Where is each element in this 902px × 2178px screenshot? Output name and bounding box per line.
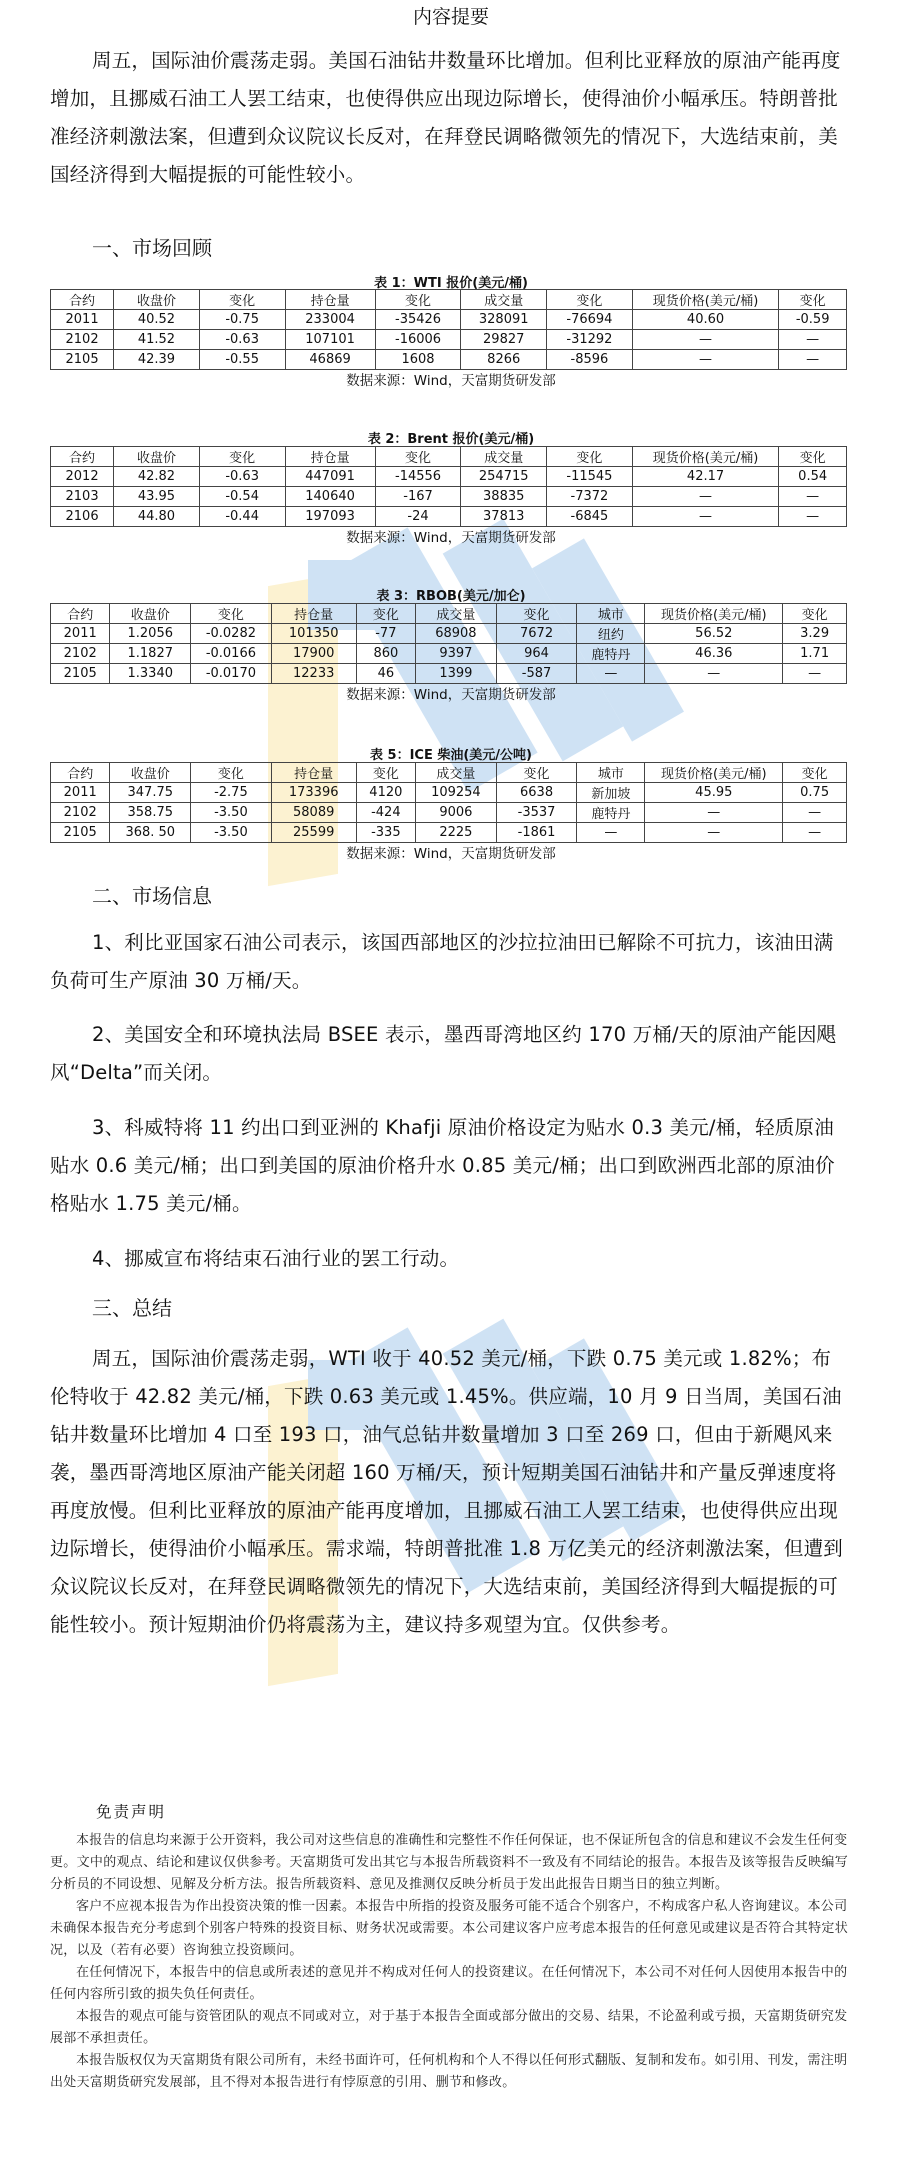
table-cell: 109254 [416,783,497,803]
table-cell: 8266 [461,350,547,370]
section-heading-review: 一、市场回顾 [92,236,212,260]
table-header-cell: 变化 [191,604,272,624]
news-item-1 [50,924,850,1000]
table-cell: -0.54 [199,487,285,507]
table3-caption: 表 3：RBOB(美元/加仑) [376,589,526,604]
table-cell: -7372 [547,487,633,507]
table-header-cell: 变化 [783,604,847,624]
table-cell: 新加坡 [577,783,645,803]
table-header-row [51,604,847,624]
table-header-cell: 合约 [51,290,114,310]
disclaimer-para: 在任何情况下，本报告中的信息或所表述的意见并不构成对任何人的投资建议。在任何情况下，本公司不对任何人因使用本报告中的任何内容所引致的损失负任何责任。 [50,1965,848,2002]
disclaimer-para: 本报告的观点可能与资管团队的观点不同或对立，对于基于本报告全面或部分做出的交易、结果，不论盈利或亏损，天富期货研究发展部不承担责任。 [50,2009,848,2046]
table-cell: 40.52 [114,310,200,330]
table-cell: 447091 [285,467,375,487]
table-cell: -1861 [496,823,577,843]
brent-table [50,446,847,527]
table-header-cell: 变化 [547,447,633,467]
news-text: 2、美国安全和环境执法局 BSEE 表示，墨西哥湾地区约 170 万桶/天的原油产能因飓风“Delta”而关闭。 [50,1023,837,1084]
news-item-4 [50,1240,850,1278]
section-heading-info: 二、市场信息 [92,884,212,908]
summary-text: 周五，国际油价震荡走弱。美国石油钻井数量环比增加。但利比亚释放的原油产能再度增加，且挪威石油工人罢工结束，也使得供应出现边际增长，使得油价小幅承压。特朗普批准经济刺激法案，但遭到众议院议长反对，在拜登民调略微领先的情况下，大选结束前，美国经济得到大幅提振的可能性较小。 [50,49,841,186]
table-header-cell: 变化 [496,604,577,624]
table-cell: — [632,330,779,350]
news-item-3 [50,1109,850,1223]
table-cell: 2225 [416,823,497,843]
table-cell: 42.82 [114,467,200,487]
table-cell: 42.39 [114,350,200,370]
news-text: 1、利比亚国家石油公司表示，该国西部地区的沙拉拉油田已解除不可抗力，该油田满负荷可生产原油 30 万桶/天。 [50,931,834,992]
table-cell: 101350 [271,624,356,644]
table-cell: 17900 [271,644,356,664]
table-cell: — [783,803,847,823]
table-cell: -6845 [547,507,633,527]
table-cell: — [645,823,783,843]
table-cell: 3.29 [783,624,847,644]
table-cell: 46.36 [645,644,783,664]
table-cell: -76694 [547,310,633,330]
table-cell: -3.50 [191,823,272,843]
news-text: 3、科威特将 11 约出口到亚洲的 Khafji 原油价格设定为贴水 0.3 美元/桶，轻质原油贴水 0.6 美元/桶；出口到美国的原油价格升水 0.85 美元/桶；出口到欧洲西北部的原油价格贴水 1.75 美元/桶。 [50,1116,835,1215]
table-cell: -0.63 [199,467,285,487]
table-header-cell: 合约 [51,604,110,624]
table-cell: -8596 [547,350,633,370]
table-row [51,644,847,664]
table-cell: — [632,350,779,370]
table-header-cell: 合约 [51,447,114,467]
table5-caption: 表 5：ICE 柴油(美元/公吨) [370,748,532,763]
table-cell: — [779,330,847,350]
table-cell: 0.75 [783,783,847,803]
table-cell: 2105 [51,350,114,370]
table2-source: 数据来源：Wind，天富期货研发部 [346,530,556,546]
table-cell: 45.95 [645,783,783,803]
conclusion-paragraph [50,1340,850,1644]
table-cell: 2012 [51,467,114,487]
table-cell: 9397 [416,644,497,664]
table-header-cell: 成交量 [461,447,547,467]
table-cell: 254715 [461,467,547,487]
table-cell: -35426 [375,310,461,330]
table-cell: -3.50 [191,803,272,823]
table-header-cell: 持仓量 [271,763,356,783]
table2-caption: 表 2：Brent 报价(美元/桶) [367,432,535,447]
table-cell: 46869 [285,350,375,370]
table-cell: 860 [356,644,415,664]
table-cell: -0.0166 [191,644,272,664]
table-cell: 368. 50 [110,823,191,843]
table-cell: 1.3340 [110,664,191,684]
table-cell: 2011 [51,624,110,644]
table-row [51,664,847,684]
table5-source: 数据来源：Wind，天富期货研发部 [346,846,556,862]
table-cell: 58089 [271,803,356,823]
table-cell: 7672 [496,624,577,644]
table-cell: 43.95 [114,487,200,507]
table-cell: 173396 [271,783,356,803]
disclaimer-title: 免责声明 [96,1803,167,1821]
table-header-cell: 现货价格(美元/桶) [645,763,783,783]
table-header-cell: 持仓量 [271,604,356,624]
table-cell: 1608 [375,350,461,370]
disclaimer-para: 本报告版权仅为天富期货有限公司所有，未经书面许可，任何机构和个人不得以任何形式翻版、复制和发布。如引用、刊发，需注明出处天富期货研究发展部，且不得对本报告进行有悖原意的引用、删节和修改。 [50,2053,848,2090]
table-cell: 358.75 [110,803,191,823]
table-cell: -77 [356,624,415,644]
table-cell: 328091 [461,310,547,330]
table-header-row [51,763,847,783]
table-cell: -0.0170 [191,664,272,684]
table-cell: 41.52 [114,330,200,350]
table-cell: 1.2056 [110,624,191,644]
table-header-cell: 城市 [577,604,645,624]
table-header-cell: 成交量 [416,604,497,624]
table-cell: 140640 [285,487,375,507]
table-row [51,507,847,527]
table-cell: — [783,664,847,684]
table-cell: -11545 [547,467,633,487]
table-cell: 44.80 [114,507,200,527]
table-cell: 347.75 [110,783,191,803]
table-cell: -167 [375,487,461,507]
table-cell: 9006 [416,803,497,823]
table3-source: 数据来源：Wind，天富期货研发部 [346,687,556,703]
table-header-cell: 现货价格(美元/桶) [632,290,779,310]
news-item-2 [50,1016,850,1092]
table-cell: 56.52 [645,624,783,644]
table-cell: — [779,507,847,527]
table-cell: -0.44 [199,507,285,527]
table-cell: — [645,803,783,823]
table-header-cell: 变化 [547,290,633,310]
table-cell: 2105 [51,823,110,843]
table-row [51,624,847,644]
table-cell: 2102 [51,330,114,350]
table-row [51,803,847,823]
table-cell: 1399 [416,664,497,684]
table-cell: -2.75 [191,783,272,803]
table-cell: 68908 [416,624,497,644]
table-header-cell: 持仓量 [285,447,375,467]
table-cell: — [645,664,783,684]
table-cell: 37813 [461,507,547,527]
table-cell: 12233 [271,664,356,684]
table-cell: 1.1827 [110,644,191,664]
table-header-row [51,447,847,467]
disclaimer-para: 本报告的信息均来源于公开资料，我公司对这些信息的准确性和完整性不作任何保证，也不保证所包含的信息和建议不会发生任何变更。文中的观点、结论和建议仅供参考。天富期货可发出其它与本报告所载资料不一致及有不同结论的报告。本报告及该等报告反映编写分析员的不同设想、见解及分析方法。报告所载资料、意见及推测仅反映分析员于发出此报告日期当日的独立判断。 [50,1833,849,1892]
table-cell: — [779,350,847,370]
table-cell: 纽约 [577,624,645,644]
table-row [51,467,847,487]
table-header-cell: 变化 [356,763,415,783]
table-cell: 0.54 [779,467,847,487]
table-header-cell: 变化 [199,447,285,467]
table-header-cell: 城市 [577,763,645,783]
table-cell: — [783,823,847,843]
table-row [51,310,847,330]
table-header-cell: 成交量 [416,763,497,783]
table-cell: 29827 [461,330,547,350]
table-header-cell: 变化 [191,763,272,783]
table-row [51,783,847,803]
table-cell: — [577,823,645,843]
table-cell: -0.59 [779,310,847,330]
table-cell: -3537 [496,803,577,823]
summary-paragraph [50,42,850,194]
table-cell: -0.75 [199,310,285,330]
table-row [51,487,847,507]
rbob-table [50,603,847,684]
table-row [51,330,847,350]
table-header-cell: 变化 [779,447,847,467]
table1-caption: 表 1：WTI 报价(美元/桶) [374,276,528,291]
table-header-cell: 现货价格(美元/桶) [632,447,779,467]
table-header-row [51,290,847,310]
table-cell: -24 [375,507,461,527]
table-header-cell: 现货价格(美元/桶) [645,604,783,624]
table-header-cell: 成交量 [461,290,547,310]
ice-gasoil-table [50,762,847,843]
table-header-cell: 变化 [375,290,461,310]
table-header-cell: 持仓量 [285,290,375,310]
table-header-cell: 收盘价 [110,604,191,624]
table-cell: 鹿特丹 [577,644,645,664]
table-header-cell: 变化 [375,447,461,467]
table-cell: — [632,487,779,507]
table-cell: -335 [356,823,415,843]
table-cell: 2106 [51,507,114,527]
table-cell: -31292 [547,330,633,350]
table-cell: -424 [356,803,415,823]
table-header-cell: 收盘价 [114,290,200,310]
table-cell: -14556 [375,467,461,487]
table-cell: -0.55 [199,350,285,370]
table-cell: 2102 [51,803,110,823]
table-cell: 42.17 [632,467,779,487]
table-cell: 6638 [496,783,577,803]
table-cell: 2105 [51,664,110,684]
table-cell: 2011 [51,310,114,330]
table-header-cell: 收盘价 [114,447,200,467]
table1-source: 数据来源：Wind，天富期货研发部 [346,373,556,389]
table-cell: -0.63 [199,330,285,350]
table-cell: 964 [496,644,577,664]
table-header-cell: 变化 [779,290,847,310]
table-cell: -0.0282 [191,624,272,644]
table-cell: 233004 [285,310,375,330]
table-header-cell: 变化 [496,763,577,783]
table-row [51,823,847,843]
table-cell: — [779,487,847,507]
table-header-cell: 变化 [356,604,415,624]
table-cell: 鹿特丹 [577,803,645,823]
table-row [51,350,847,370]
table-header-cell: 变化 [783,763,847,783]
table-cell: 25599 [271,823,356,843]
table-cell: -587 [496,664,577,684]
table-cell: 2103 [51,487,114,507]
table-cell: 46 [356,664,415,684]
table-header-cell: 变化 [199,290,285,310]
table-header-cell: 合约 [51,763,110,783]
table-cell: 2011 [51,783,110,803]
table-cell: 107101 [285,330,375,350]
disclaimer-para: 客户不应视本报告为作出投资决策的惟一因素。本报告中所指的投资及服务可能不适合个别客户，不构成客户私人咨询建议。本公司未确保本报告充分考虑到个别客户特殊的投资目标、财务状况或需要。本公司建议客户应考虑本报告的任何意见或建议是否符合其特定状况，以及（若有必要）咨询独立投资顾问。 [50,1899,849,1958]
table-cell: 197093 [285,507,375,527]
table-cell: 1.71 [783,644,847,664]
table-cell: — [632,507,779,527]
news-text: 4、挪威宣布将结束石油行业的罢工行动。 [92,1247,460,1270]
table-cell: -16006 [375,330,461,350]
table-cell: 38835 [461,487,547,507]
disclaimer-block [50,1830,850,2094]
section-heading-summary: 三、总结 [92,1296,172,1320]
page-title: 内容提要 [412,6,489,28]
conclusion-text: 周五，国际油价震荡走弱，WTI 收于 40.52 美元/桶，下跌 0.75 美元或 1.82%；布伦特收于 42.82 美元/桶，下跌 0.63 美元或 1.45%。供应端，10 月 9 日当周，美国石油钻井数量环比增加 4 口至 193 口，油气总钻井数量增加 3 口至 269 口，但由于新飓风来袭，墨西哥湾地区原油产能关闭超 160 万桶/天，预计短期美国石油钻井和产量反弹速度将再度放慢。但利比亚释放的原油产能再度增加，且挪威石油工人罢工结束，也使得供应出现边际增长，使得油价小幅承压。需求端，特朗普批准 1.8 万亿美元的经济刺激法案，但遭到众议院议长反对，在拜登民调略微领先的情况下，大选结束前，美国经济得到大幅提振的可能性较小。预计短期油价仍将震荡为主，建议持多观望为宜。仅供参考。 [50,1347,844,1636]
wti-table [50,289,847,370]
table-cell: — [577,664,645,684]
table-cell: 4120 [356,783,415,803]
table-header-cell: 收盘价 [110,763,191,783]
table-cell: 40.60 [632,310,779,330]
table-cell: 2102 [51,644,110,664]
